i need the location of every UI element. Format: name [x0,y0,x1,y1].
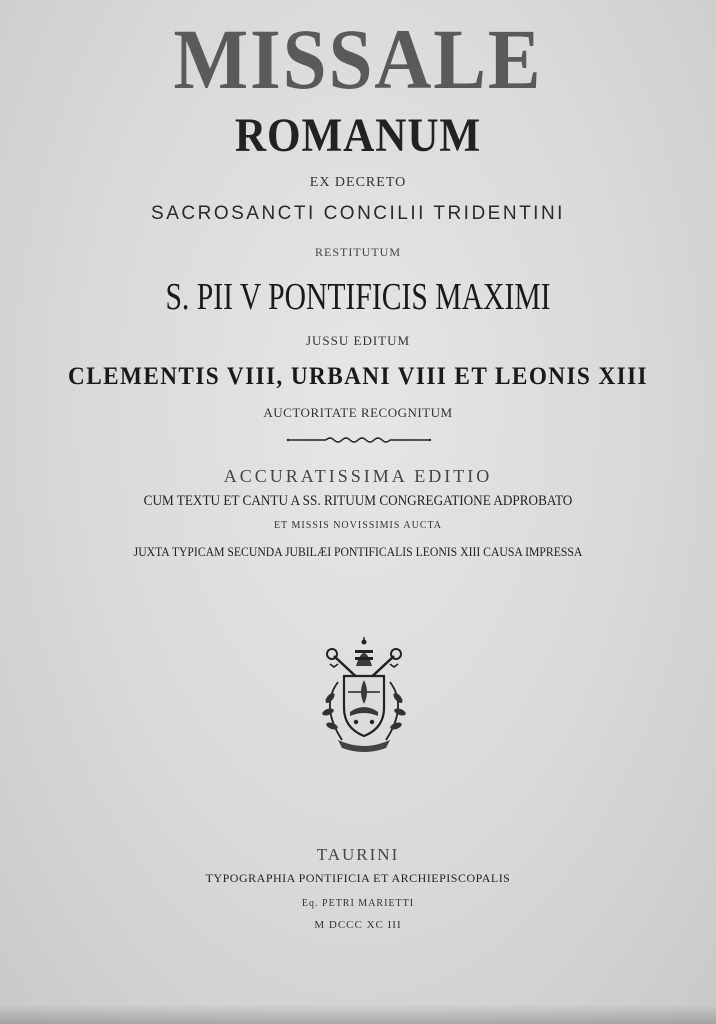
juxta-text: JUXTA TYPICAM SECUNDA JUBILÆI PONTIFICALIS LEONIS XIII CAUSA IMPRESSA [133,544,583,559]
popes-line-text: CLEMENTIS VIII, URBANI VIII ET LEONIS XIII [68,363,648,390]
imprint-city: TAURINI [316,845,400,864]
ex-decreto-text: EX DECRETO [309,175,407,190]
wavy-rule-icon [286,433,432,447]
council-text: SACROSANCTI CONCILII TRIDENTINI [151,203,565,224]
restitutum-text: RESTITUTUM [315,245,401,259]
papal-coat-of-arms-icon [308,636,420,756]
page-bottom-edge [0,1004,716,1024]
book-title: MISSALE [173,11,543,107]
imprint-printer: TYPOGRAPHIA PONTIFICIA ET ARCHIEPISCOPALIS [205,871,511,885]
imprint-year: M DCCC XC III [314,919,402,931]
edition-text: ACCURATISSIMA EDITIO [223,466,493,486]
pope-pius-text: S. PII V PONTIFICIS MAXIMI [165,276,551,318]
imprint-publisher: Eq. PETRI MARIETTI [301,898,415,909]
cum-textu-text: CUM TEXTU ET CANTU A SS. RITUUM CONGREGATIONE ADPROBATO [143,493,573,509]
et-missis-text: ET MISSIS NOVISSIMIS AUCTA [273,520,443,531]
auctoritate-text: AUCTORITATE RECOGNITUM [263,405,453,420]
book-subtitle: ROMANUM [234,109,482,162]
jussu-editum-text: JUSSU EDITUM [305,333,411,348]
